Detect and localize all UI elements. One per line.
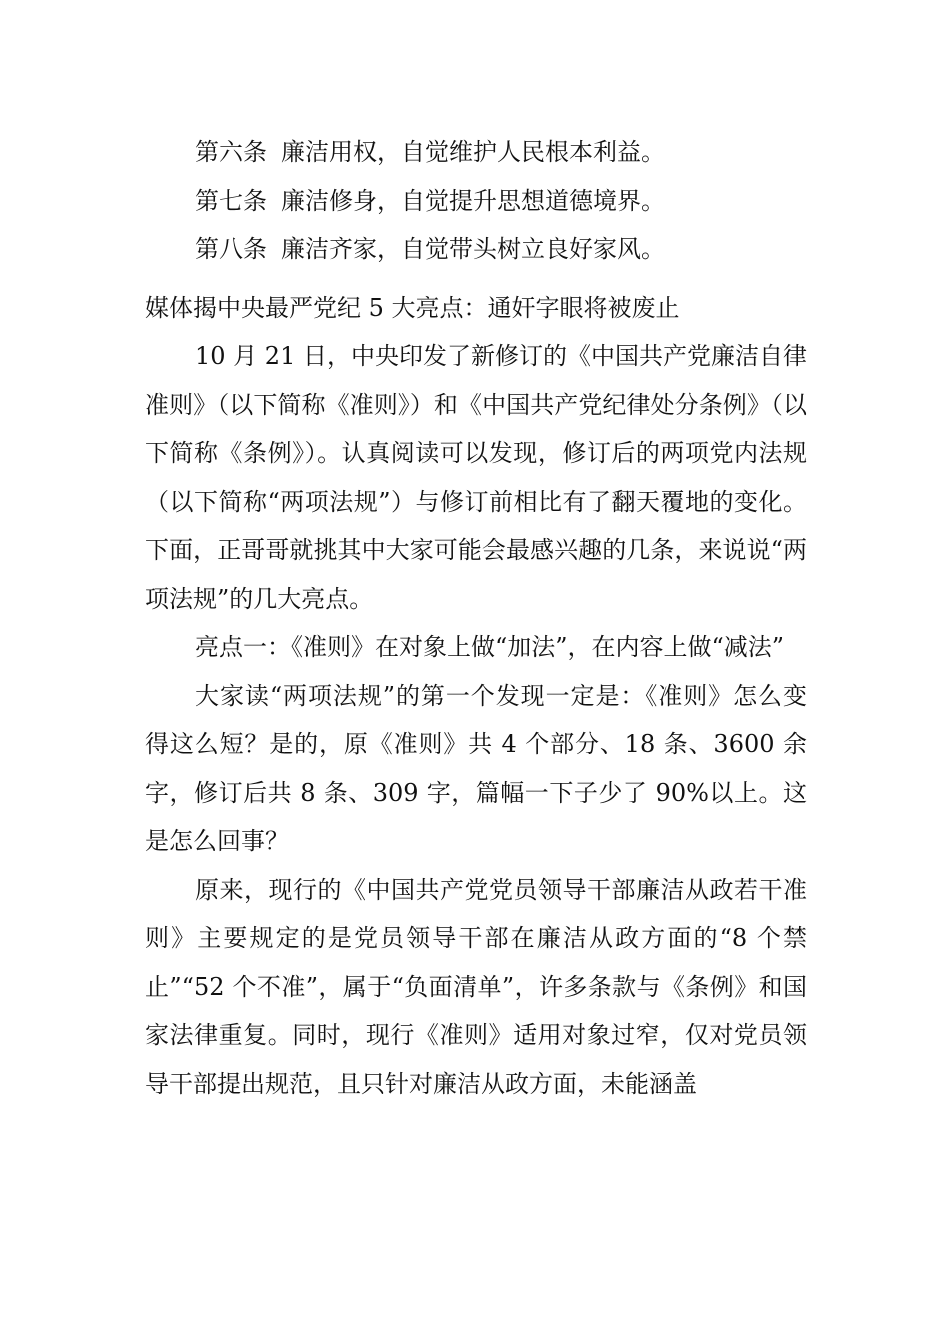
body-paragraph-intro: 10 月 21 日，中央印发了新修订的《中国共产党廉洁自律准则》（以下简称《准则》）和《中国共产党纪律处分条例》（以下简称《条例》）。认真阅读可以发现，修订后的两项党内法规（以下简称“两项法规”）与修订前相比有了翻天覆地的变化。下面，正哥哥就挑其中大家可能会最感兴趣的几条，来说说“两项法规”的几大亮点。 bbox=[145, 342, 807, 613]
highlight-one-heading: 亮点一：《准则》在对象上做“加法”，在内容上做“减法” bbox=[195, 633, 785, 661]
article-text: 廉洁修身，自觉提升思想道德境界。 bbox=[281, 186, 665, 215]
article-number: 第七条 bbox=[195, 186, 267, 215]
article-text: 廉洁齐家，自觉带头树立良好家风。 bbox=[281, 235, 665, 263]
body-paragraph-length: 大家读“两项法规”的第一个发现一定是：《准则》怎么变得这么短？是的，原《准则》共 4 个部分、18 条、3600 余字，修订后共 8 条、309 字，篇幅一下子少了 90%以上。这是怎么回事？ bbox=[145, 681, 807, 855]
body-paragraph-origin: 原来，现行的《中国共产党党员领导干部廉洁从政若干准则》主要规定的是党员领导干部在廉洁从政方面的“8 个禁止”“52 个不准”，属于“负面清单”，许多条款与《条例》和国家法律重复。同时，现行《准则》适用对象过窄，仅对党员领导干部提出规范，且只针对廉洁从政方面，未能涵盖 bbox=[145, 875, 807, 1098]
article-six bbox=[145, 128, 807, 177]
article-text: 廉洁用权，自觉维护人民根本利益。 bbox=[281, 138, 665, 166]
article-number: 第八条 bbox=[195, 235, 267, 263]
news-headline: 媒体揭中央最严党纪 5 大亮点：通奸字眼将被废止 bbox=[145, 293, 680, 322]
document-body bbox=[145, 128, 807, 1108]
article-eight bbox=[145, 225, 807, 274]
article-seven bbox=[145, 177, 807, 226]
article-number: 第六条 bbox=[195, 138, 267, 166]
